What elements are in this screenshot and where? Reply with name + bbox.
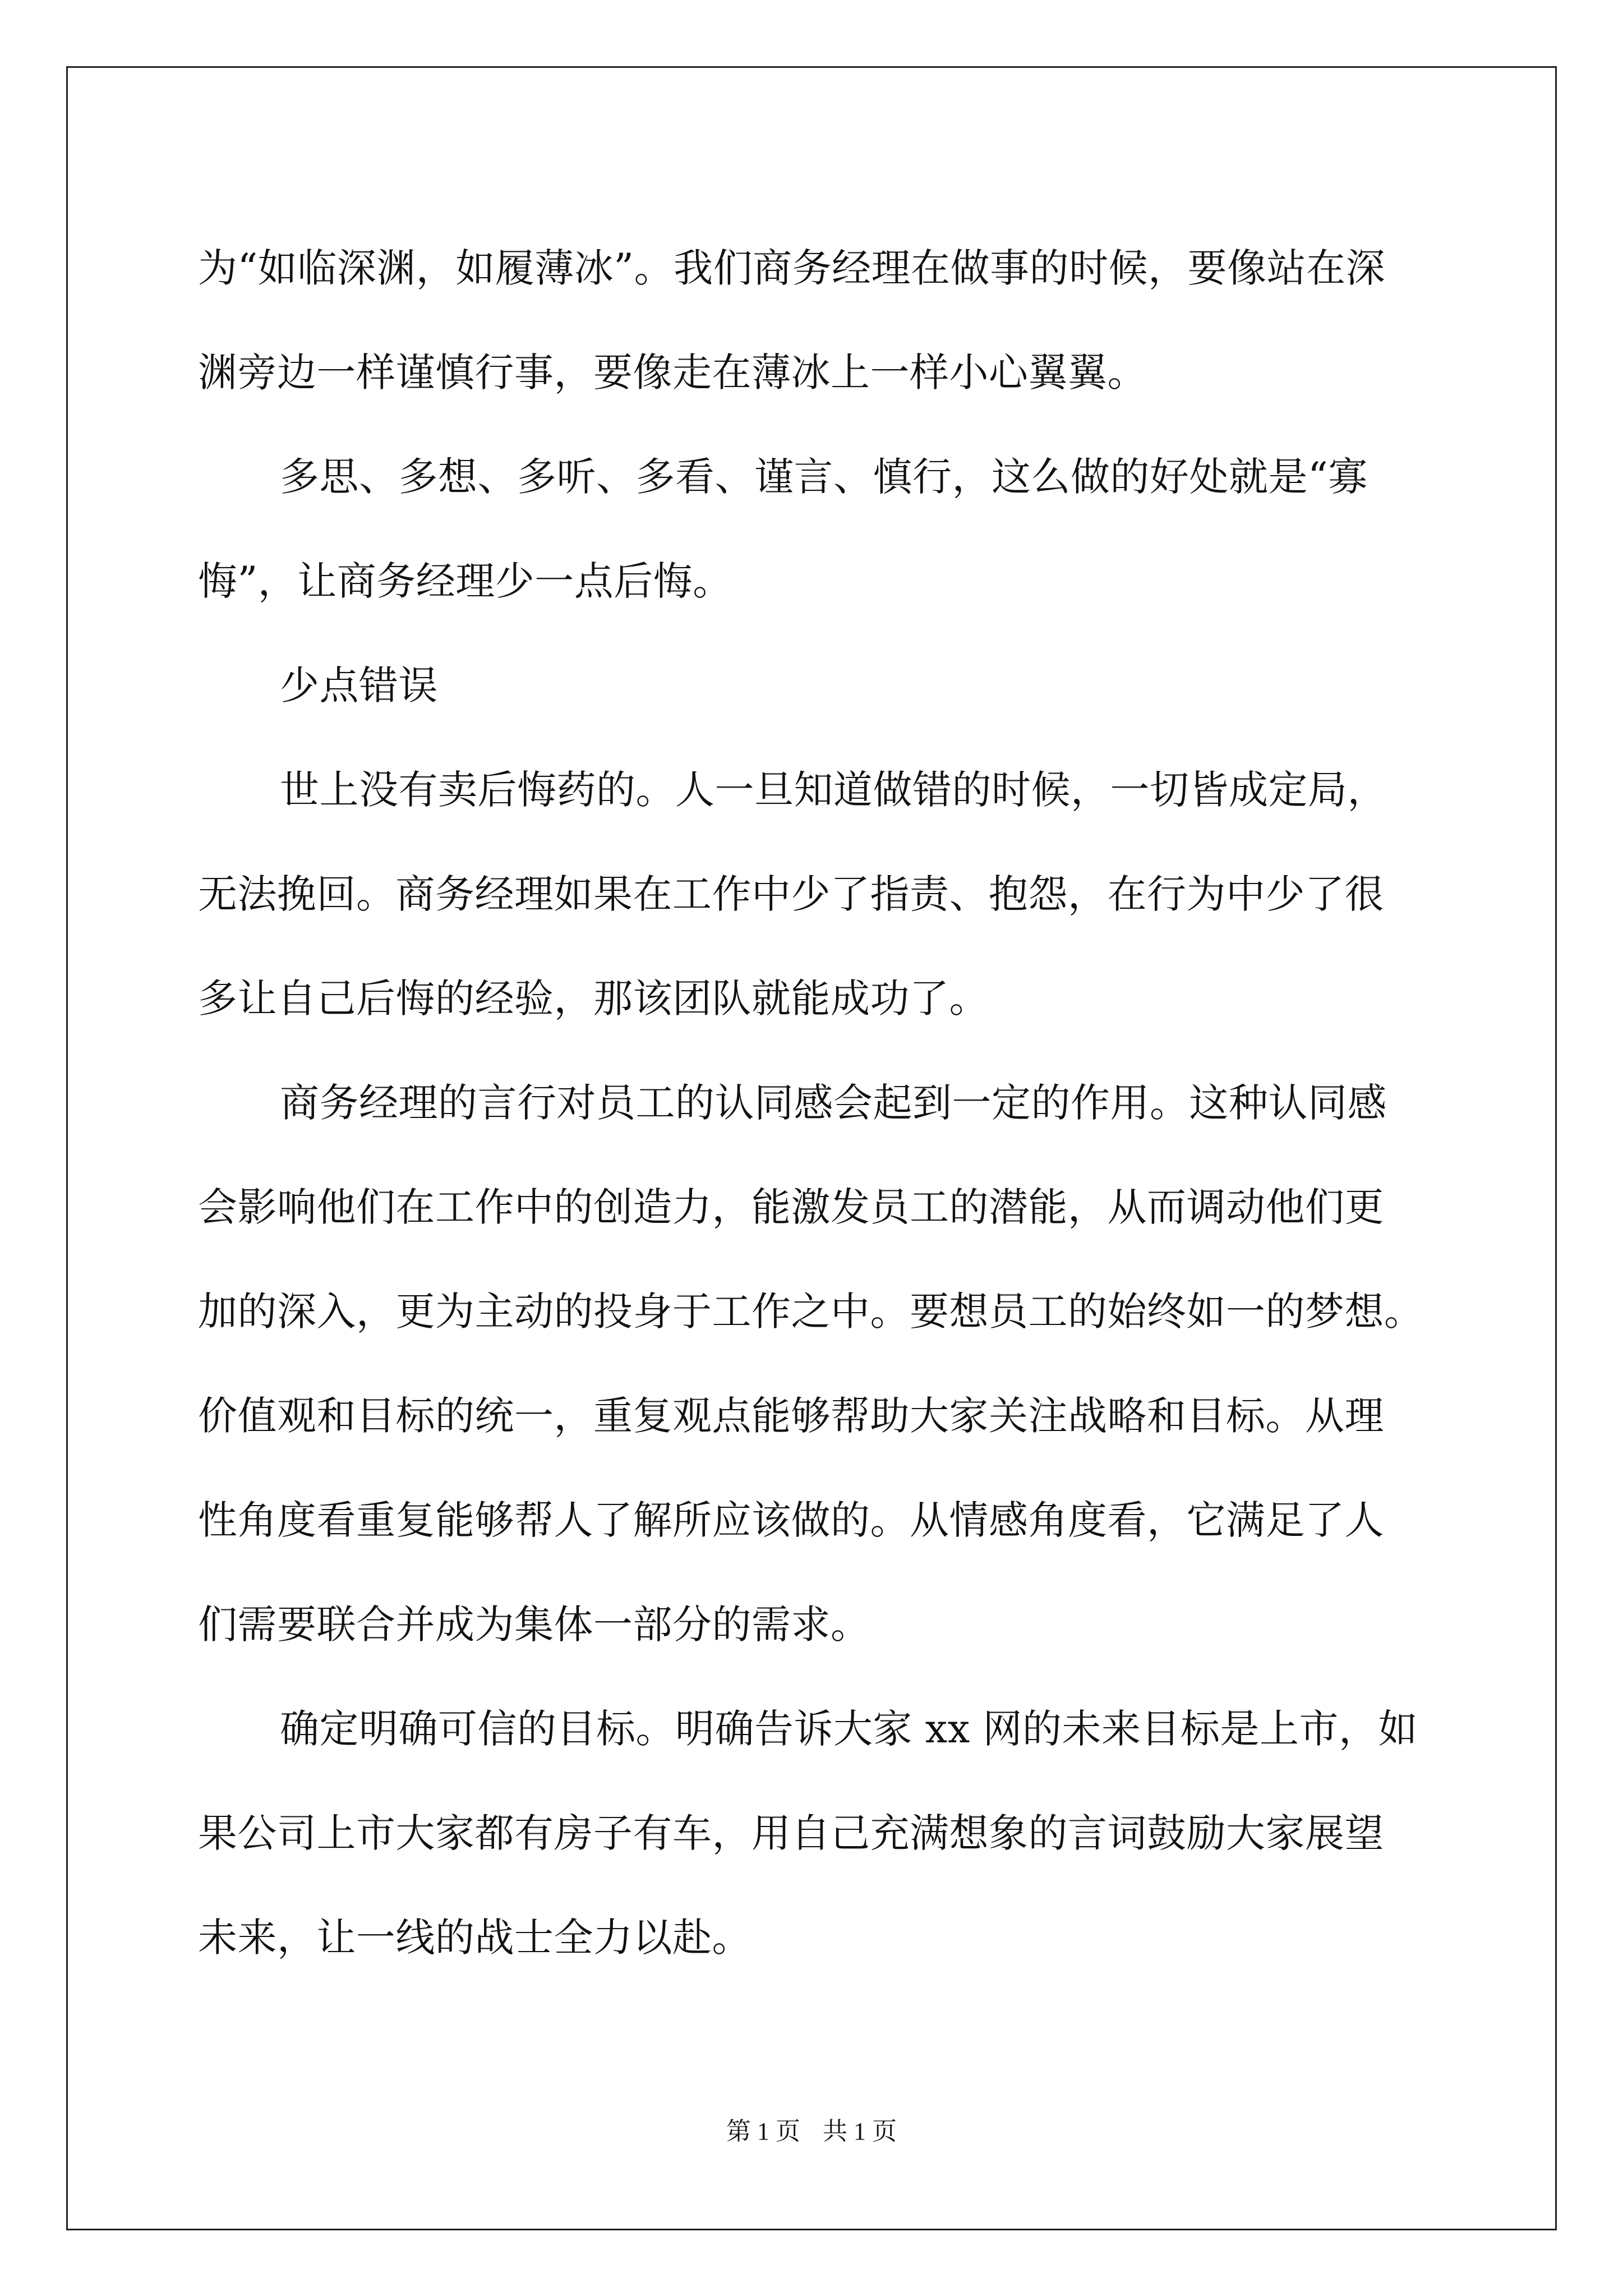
- paragraph-line: 未来，让一线的战士全力以赴。: [198, 1915, 751, 1961]
- paragraph-line: 们需要联合并成为集体一部分的需求。: [198, 1602, 870, 1648]
- paragraph-line: 为“如临深渊，如履薄冰”。我们商务经理在做事的时候，要像站在深: [198, 245, 1386, 291]
- section-heading: 少点错误: [280, 662, 438, 708]
- paragraph-line: 悔”，让商务经理少一点后悔。: [198, 558, 732, 604]
- page-number-total: 共 1 页: [823, 2118, 897, 2145]
- paragraph-line: 世上没有卖后悔药的。人一旦知道做错的时候，一切皆成定局，: [280, 767, 1387, 813]
- paragraph-line: 商务经理的言行对员工的认同感会起到一定的作用。这种认同感: [280, 1080, 1387, 1126]
- page-footer: [0, 2115, 1623, 2148]
- paragraph-line: 无法挽回。商务经理如果在工作中少了指责、抱怨，在行为中少了很: [198, 871, 1384, 917]
- paragraph-line: 多让自己后悔的经验，那该团队就能成功了。: [198, 976, 989, 1022]
- paragraph-line: 多思、多想、多听、多看、谨言、慎行，这么做的好处就是“寡: [280, 454, 1368, 500]
- paragraph-line: 渊旁边一样谨慎行事，要像走在薄冰上一样小心翼翼。: [198, 349, 1147, 395]
- page-number-current: 第 1 页: [726, 2118, 800, 2145]
- paragraph-line: 加的深入，更为主动的投身于工作之中。要想员工的始终如一的梦想。: [198, 1289, 1424, 1335]
- paragraph-line: 性角度看重复能够帮人了解所应该做的。从情感角度看，它满足了人: [198, 1497, 1384, 1543]
- paragraph-line: 果公司上市大家都有房子有车，用自己充满想象的言词鼓励大家展望: [198, 1810, 1384, 1856]
- paragraph-line: 确定明确可信的目标。明确告诉大家 xx 网的未来目标是上市，如: [280, 1706, 1418, 1752]
- paragraph-line: 会影响他们在工作中的创造力，能激发员工的潜能，从而调动他们更: [198, 1184, 1384, 1230]
- paragraph-line: 价值观和目标的统一，重复观点能够帮助大家关注战略和目标。从理: [198, 1393, 1384, 1439]
- document-body: [198, 216, 1437, 1990]
